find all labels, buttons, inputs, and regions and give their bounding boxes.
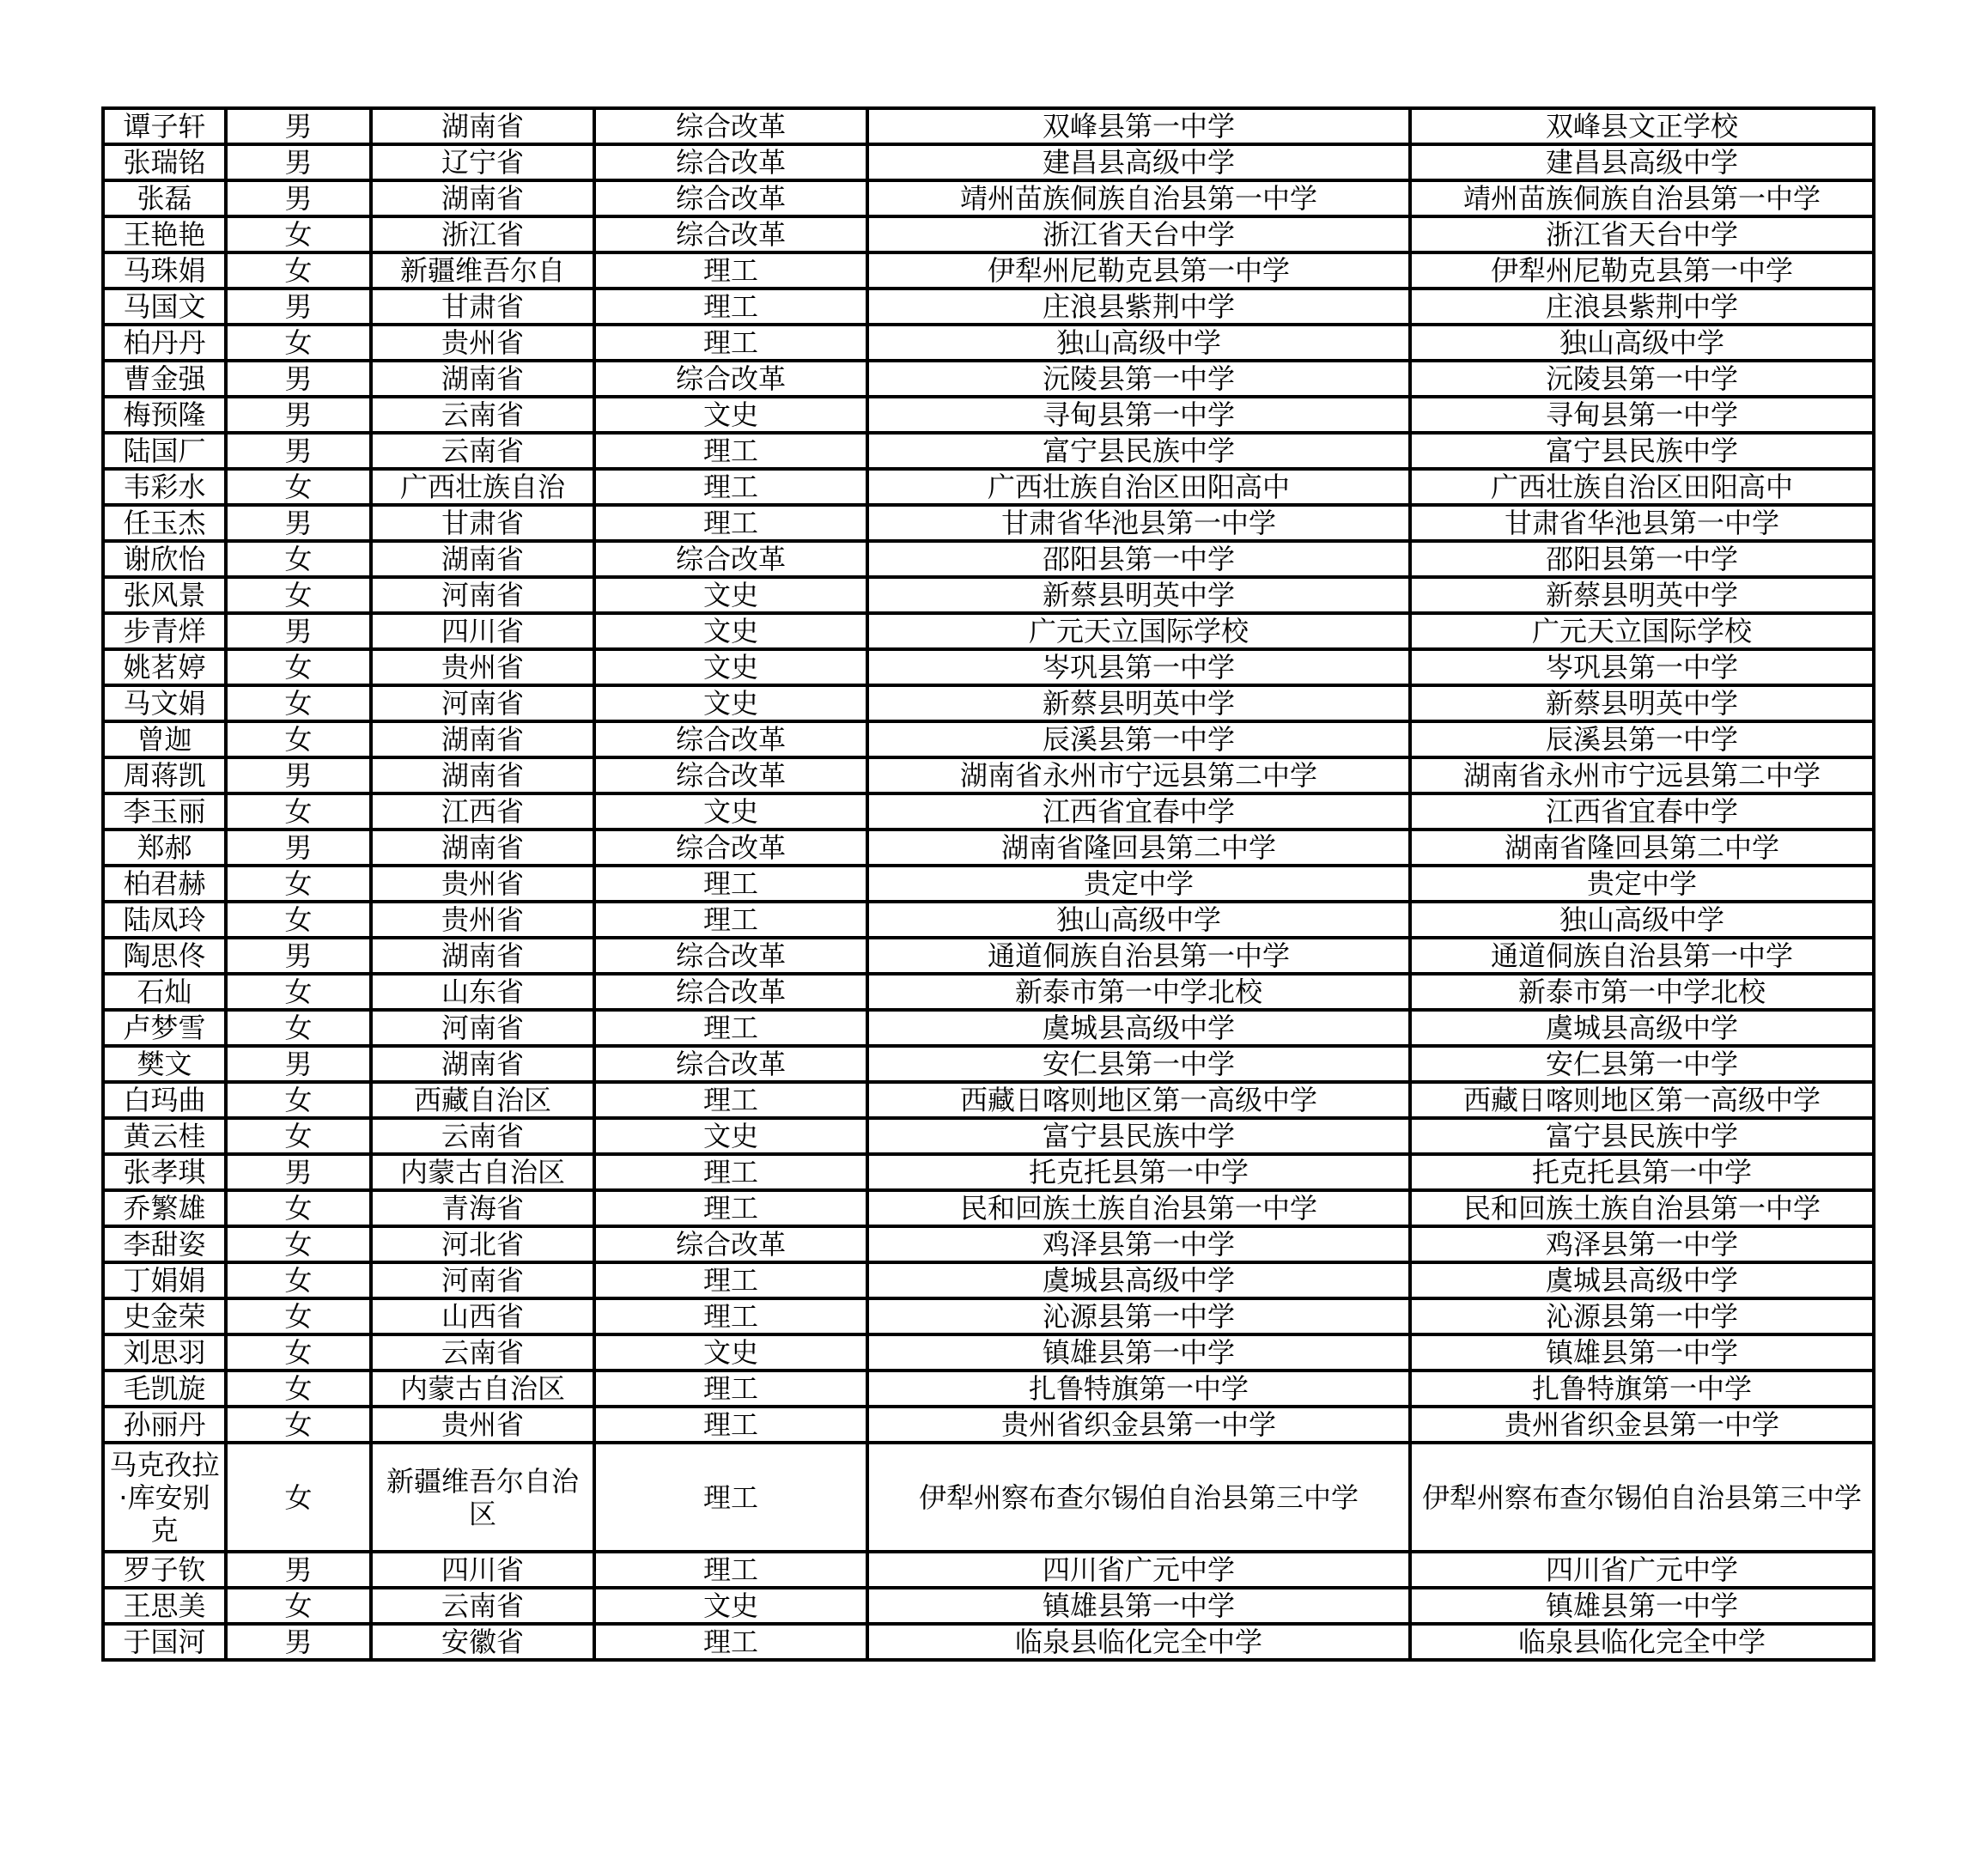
province-cell: 湖南省 <box>371 1046 594 1082</box>
school-cell: 独山高级中学 <box>867 325 1410 361</box>
category-cell: 理工 <box>594 433 867 469</box>
category-cell: 理工 <box>594 325 867 361</box>
school-cell: 托克托县第一中学 <box>867 1154 1410 1190</box>
enroll-school-cell: 双峰县文正学校 <box>1410 108 1874 144</box>
enroll-school-cell: 安仁县第一中学 <box>1410 1046 1874 1082</box>
province-cell: 湖南省 <box>371 830 594 866</box>
school-cell: 湖南省永州市宁远县第二中学 <box>867 757 1410 793</box>
name-cell: 李玉丽 <box>103 793 226 830</box>
school-cell: 虞城县高级中学 <box>867 1262 1410 1298</box>
province-cell: 四川省 <box>371 613 594 649</box>
table-row <box>103 830 1874 866</box>
gender-cell: 女 <box>226 1082 371 1118</box>
gender-cell: 女 <box>226 1407 371 1443</box>
name-cell: 王艳艳 <box>103 216 226 252</box>
school-cell: 安仁县第一中学 <box>867 1046 1410 1082</box>
school-cell: 浙江省天台中学 <box>867 216 1410 252</box>
province-cell: 湖南省 <box>371 361 594 397</box>
category-cell: 理工 <box>594 469 867 505</box>
province-cell: 湖南省 <box>371 938 594 974</box>
name-cell: 于国河 <box>103 1624 226 1660</box>
name-cell: 张风景 <box>103 577 226 613</box>
name-cell: 史金荣 <box>103 1298 226 1334</box>
table-row <box>103 325 1874 361</box>
name-cell: 丁娟娟 <box>103 1262 226 1298</box>
school-cell: 贵定中学 <box>867 866 1410 902</box>
table-row <box>103 469 1874 505</box>
school-cell: 通道侗族自治县第一中学 <box>867 938 1410 974</box>
table-row <box>103 180 1874 216</box>
school-cell: 四川省广元中学 <box>867 1552 1410 1588</box>
enroll-school-cell: 广元天立国际学校 <box>1410 613 1874 649</box>
gender-cell: 女 <box>226 252 371 289</box>
category-cell: 文史 <box>594 577 867 613</box>
province-cell: 河南省 <box>371 1010 594 1046</box>
table-row <box>103 541 1874 577</box>
table-row <box>103 361 1874 397</box>
school-cell: 寻甸县第一中学 <box>867 397 1410 433</box>
table-row <box>103 289 1874 325</box>
enroll-school-cell: 四川省广元中学 <box>1410 1552 1874 1588</box>
gender-cell: 男 <box>226 613 371 649</box>
gender-cell: 女 <box>226 649 371 685</box>
province-cell: 内蒙古自治区 <box>371 1154 594 1190</box>
province-cell: 甘肃省 <box>371 289 594 325</box>
school-cell: 民和回族土族自治县第一中学 <box>867 1190 1410 1226</box>
gender-cell: 女 <box>226 216 371 252</box>
enroll-school-cell: 湖南省永州市宁远县第二中学 <box>1410 757 1874 793</box>
gender-cell: 女 <box>226 1010 371 1046</box>
name-cell: 马国文 <box>103 289 226 325</box>
enroll-school-cell: 伊犁州察布查尔锡伯自治县第三中学 <box>1410 1443 1874 1552</box>
school-cell: 江西省宜春中学 <box>867 793 1410 830</box>
name-cell: 梅预隆 <box>103 397 226 433</box>
category-cell: 理工 <box>594 1407 867 1443</box>
category-cell: 综合改革 <box>594 830 867 866</box>
school-cell: 临泉县临化完全中学 <box>867 1624 1410 1660</box>
school-cell: 辰溪县第一中学 <box>867 721 1410 757</box>
school-cell: 新泰市第一中学北校 <box>867 974 1410 1010</box>
province-cell: 贵州省 <box>371 1407 594 1443</box>
category-cell: 综合改革 <box>594 144 867 180</box>
school-cell: 岑巩县第一中学 <box>867 649 1410 685</box>
enroll-school-cell: 虞城县高级中学 <box>1410 1010 1874 1046</box>
category-cell: 理工 <box>594 1010 867 1046</box>
name-cell: 马克孜拉·库安别克 <box>103 1443 226 1552</box>
school-cell: 鸡泽县第一中学 <box>867 1226 1410 1262</box>
province-cell: 山东省 <box>371 974 594 1010</box>
category-cell: 理工 <box>594 902 867 938</box>
province-cell: 云南省 <box>371 397 594 433</box>
name-cell: 罗子钦 <box>103 1552 226 1588</box>
category-cell: 综合改革 <box>594 974 867 1010</box>
category-cell: 文史 <box>594 1588 867 1624</box>
category-cell: 理工 <box>594 1082 867 1118</box>
category-cell: 综合改革 <box>594 108 867 144</box>
school-cell: 富宁县民族中学 <box>867 1118 1410 1154</box>
name-cell: 曹金强 <box>103 361 226 397</box>
gender-cell: 女 <box>226 541 371 577</box>
name-cell: 黄云桂 <box>103 1118 226 1154</box>
enroll-school-cell: 贵定中学 <box>1410 866 1874 902</box>
table-row <box>103 1190 1874 1226</box>
name-cell: 马文娟 <box>103 685 226 721</box>
category-cell: 理工 <box>594 1298 867 1334</box>
enroll-school-cell: 独山高级中学 <box>1410 325 1874 361</box>
table-row <box>103 1154 1874 1190</box>
province-cell: 内蒙古自治区 <box>371 1371 594 1407</box>
province-cell: 云南省 <box>371 1118 594 1154</box>
gender-cell: 女 <box>226 325 371 361</box>
school-cell: 甘肃省华池县第一中学 <box>867 505 1410 541</box>
table-row <box>103 866 1874 902</box>
province-cell: 新疆维吾尔自治区 <box>371 1443 594 1552</box>
gender-cell: 女 <box>226 721 371 757</box>
category-cell: 文史 <box>594 649 867 685</box>
province-cell: 贵州省 <box>371 902 594 938</box>
category-cell: 理工 <box>594 1371 867 1407</box>
enroll-school-cell: 富宁县民族中学 <box>1410 433 1874 469</box>
province-cell: 新疆维吾尔自 <box>371 252 594 289</box>
enroll-school-cell: 富宁县民族中学 <box>1410 1118 1874 1154</box>
name-cell: 马珠娟 <box>103 252 226 289</box>
gender-cell: 女 <box>226 577 371 613</box>
school-cell: 广元天立国际学校 <box>867 613 1410 649</box>
name-cell: 步青烊 <box>103 613 226 649</box>
category-cell: 文史 <box>594 1118 867 1154</box>
enroll-school-cell: 鸡泽县第一中学 <box>1410 1226 1874 1262</box>
enroll-school-cell: 伊犁州尼勒克县第一中学 <box>1410 252 1874 289</box>
enroll-school-cell: 独山高级中学 <box>1410 902 1874 938</box>
category-cell: 文史 <box>594 397 867 433</box>
school-cell: 虞城县高级中学 <box>867 1010 1410 1046</box>
enroll-school-cell: 广西壮族自治区田阳高中 <box>1410 469 1874 505</box>
name-cell: 石灿 <box>103 974 226 1010</box>
enroll-school-cell: 靖州苗族侗族自治县第一中学 <box>1410 180 1874 216</box>
gender-cell: 女 <box>226 1371 371 1407</box>
province-cell: 贵州省 <box>371 649 594 685</box>
category-cell: 文史 <box>594 685 867 721</box>
gender-cell: 男 <box>226 180 371 216</box>
category-cell: 理工 <box>594 505 867 541</box>
province-cell: 湖南省 <box>371 108 594 144</box>
enroll-school-cell: 邵阳县第一中学 <box>1410 541 1874 577</box>
category-cell: 综合改革 <box>594 216 867 252</box>
enroll-school-cell: 江西省宜春中学 <box>1410 793 1874 830</box>
name-cell: 樊文 <box>103 1046 226 1082</box>
school-cell: 贵州省织金县第一中学 <box>867 1407 1410 1443</box>
table-row <box>103 577 1874 613</box>
table-row <box>103 1082 1874 1118</box>
table-row <box>103 1588 1874 1624</box>
category-cell: 理工 <box>594 1443 867 1552</box>
enroll-school-cell: 新泰市第一中学北校 <box>1410 974 1874 1010</box>
name-cell: 柏君赫 <box>103 866 226 902</box>
province-cell: 辽宁省 <box>371 144 594 180</box>
province-cell: 河南省 <box>371 577 594 613</box>
table-row <box>103 1371 1874 1407</box>
school-cell: 邵阳县第一中学 <box>867 541 1410 577</box>
table-row <box>103 974 1874 1010</box>
enroll-school-cell: 辰溪县第一中学 <box>1410 721 1874 757</box>
enroll-school-cell: 扎鲁特旗第一中学 <box>1410 1371 1874 1407</box>
gender-cell: 女 <box>226 1226 371 1262</box>
name-cell: 柏丹丹 <box>103 325 226 361</box>
name-cell: 周蒋凯 <box>103 757 226 793</box>
category-cell: 理工 <box>594 252 867 289</box>
table-row <box>103 685 1874 721</box>
gender-cell: 女 <box>226 902 371 938</box>
category-cell: 文史 <box>594 1334 867 1371</box>
school-cell: 西藏日喀则地区第一高级中学 <box>867 1082 1410 1118</box>
category-cell: 理工 <box>594 1624 867 1660</box>
table-row <box>103 1118 1874 1154</box>
enroll-school-cell: 甘肃省华池县第一中学 <box>1410 505 1874 541</box>
gender-cell: 男 <box>226 1552 371 1588</box>
province-cell: 甘肃省 <box>371 505 594 541</box>
school-cell: 新蔡县明英中学 <box>867 685 1410 721</box>
gender-cell: 女 <box>226 469 371 505</box>
name-cell: 郑郝 <box>103 830 226 866</box>
province-cell: 贵州省 <box>371 325 594 361</box>
province-cell: 湖南省 <box>371 721 594 757</box>
gender-cell: 女 <box>226 1334 371 1371</box>
gender-cell: 男 <box>226 433 371 469</box>
table-row <box>103 1262 1874 1298</box>
name-cell: 张孝琪 <box>103 1154 226 1190</box>
table-row <box>103 1552 1874 1588</box>
table-row <box>103 1010 1874 1046</box>
province-cell: 广西壮族自治 <box>371 469 594 505</box>
table-row <box>103 1443 1874 1552</box>
category-cell: 文史 <box>594 793 867 830</box>
table-row <box>103 216 1874 252</box>
table-row <box>103 1046 1874 1082</box>
enroll-school-cell: 沅陵县第一中学 <box>1410 361 1874 397</box>
table-row <box>103 721 1874 757</box>
province-cell: 湖南省 <box>371 541 594 577</box>
table-row <box>103 505 1874 541</box>
category-cell: 理工 <box>594 1552 867 1588</box>
gender-cell: 女 <box>226 1190 371 1226</box>
province-cell: 青海省 <box>371 1190 594 1226</box>
student-table-body <box>103 108 1874 1660</box>
category-cell: 综合改革 <box>594 938 867 974</box>
name-cell: 孙丽丹 <box>103 1407 226 1443</box>
table-row <box>103 613 1874 649</box>
name-cell: 曾迦 <box>103 721 226 757</box>
table-row <box>103 108 1874 144</box>
name-cell: 卢梦雪 <box>103 1010 226 1046</box>
gender-cell: 男 <box>226 1624 371 1660</box>
province-cell: 云南省 <box>371 1334 594 1371</box>
name-cell: 谢欣怡 <box>103 541 226 577</box>
gender-cell: 男 <box>226 1046 371 1082</box>
name-cell: 韦彩水 <box>103 469 226 505</box>
name-cell: 张磊 <box>103 180 226 216</box>
category-cell: 理工 <box>594 1262 867 1298</box>
student-table <box>101 106 1876 1662</box>
gender-cell: 男 <box>226 505 371 541</box>
gender-cell: 男 <box>226 938 371 974</box>
school-cell: 沅陵县第一中学 <box>867 361 1410 397</box>
enroll-school-cell: 新蔡县明英中学 <box>1410 685 1874 721</box>
gender-cell: 女 <box>226 866 371 902</box>
gender-cell: 男 <box>226 397 371 433</box>
table-row <box>103 252 1874 289</box>
school-cell: 靖州苗族侗族自治县第一中学 <box>867 180 1410 216</box>
gender-cell: 男 <box>226 108 371 144</box>
enroll-school-cell: 虞城县高级中学 <box>1410 1262 1874 1298</box>
table-row <box>103 1298 1874 1334</box>
gender-cell: 女 <box>226 974 371 1010</box>
name-cell: 白玛曲 <box>103 1082 226 1118</box>
province-cell: 浙江省 <box>371 216 594 252</box>
province-cell: 西藏自治区 <box>371 1082 594 1118</box>
table-row <box>103 1334 1874 1371</box>
school-cell: 庄浪县紫荆中学 <box>867 289 1410 325</box>
enroll-school-cell: 庄浪县紫荆中学 <box>1410 289 1874 325</box>
table-row <box>103 144 1874 180</box>
school-cell: 广西壮族自治区田阳高中 <box>867 469 1410 505</box>
gender-cell: 男 <box>226 289 371 325</box>
school-cell: 伊犁州尼勒克县第一中学 <box>867 252 1410 289</box>
gender-cell: 女 <box>226 685 371 721</box>
province-cell: 云南省 <box>371 1588 594 1624</box>
province-cell: 四川省 <box>371 1552 594 1588</box>
name-cell: 张瑞铭 <box>103 144 226 180</box>
gender-cell: 女 <box>226 1588 371 1624</box>
category-cell: 文史 <box>594 613 867 649</box>
province-cell: 安徽省 <box>371 1624 594 1660</box>
category-cell: 综合改革 <box>594 757 867 793</box>
name-cell: 姚茗婷 <box>103 649 226 685</box>
gender-cell: 女 <box>226 793 371 830</box>
school-cell: 独山高级中学 <box>867 902 1410 938</box>
category-cell: 综合改革 <box>594 1226 867 1262</box>
gender-cell: 女 <box>226 1262 371 1298</box>
name-cell: 李甜姿 <box>103 1226 226 1262</box>
category-cell: 理工 <box>594 1190 867 1226</box>
gender-cell: 女 <box>226 1298 371 1334</box>
enroll-school-cell: 镇雄县第一中学 <box>1410 1588 1874 1624</box>
school-cell: 镇雄县第一中学 <box>867 1334 1410 1371</box>
name-cell: 王思美 <box>103 1588 226 1624</box>
category-cell: 综合改革 <box>594 721 867 757</box>
province-cell: 湖南省 <box>371 180 594 216</box>
school-cell: 镇雄县第一中学 <box>867 1588 1410 1624</box>
name-cell: 乔繁雄 <box>103 1190 226 1226</box>
name-cell: 陶思佟 <box>103 938 226 974</box>
category-cell: 理工 <box>594 1154 867 1190</box>
table-row <box>103 938 1874 974</box>
school-cell: 双峰县第一中学 <box>867 108 1410 144</box>
enroll-school-cell: 通道侗族自治县第一中学 <box>1410 938 1874 974</box>
category-cell: 综合改革 <box>594 1046 867 1082</box>
name-cell: 谭子轩 <box>103 108 226 144</box>
enroll-school-cell: 镇雄县第一中学 <box>1410 1334 1874 1371</box>
school-cell: 沁源县第一中学 <box>867 1298 1410 1334</box>
gender-cell: 女 <box>226 1443 371 1552</box>
school-cell: 湖南省隆回县第二中学 <box>867 830 1410 866</box>
province-cell: 湖南省 <box>371 757 594 793</box>
province-cell: 山西省 <box>371 1298 594 1334</box>
category-cell: 综合改革 <box>594 361 867 397</box>
table-row <box>103 1407 1874 1443</box>
enroll-school-cell: 贵州省织金县第一中学 <box>1410 1407 1874 1443</box>
enroll-school-cell: 岑巩县第一中学 <box>1410 649 1874 685</box>
province-cell: 河北省 <box>371 1226 594 1262</box>
enroll-school-cell: 寻甸县第一中学 <box>1410 397 1874 433</box>
table-row <box>103 1624 1874 1660</box>
table-row <box>103 397 1874 433</box>
name-cell: 陆凤玲 <box>103 902 226 938</box>
gender-cell: 男 <box>226 361 371 397</box>
gender-cell: 男 <box>226 757 371 793</box>
enroll-school-cell: 浙江省天台中学 <box>1410 216 1874 252</box>
category-cell: 综合改革 <box>594 541 867 577</box>
name-cell: 任玉杰 <box>103 505 226 541</box>
name-cell: 陆国厂 <box>103 433 226 469</box>
gender-cell: 女 <box>226 1118 371 1154</box>
school-cell: 伊犁州察布查尔锡伯自治县第三中学 <box>867 1443 1410 1552</box>
enroll-school-cell: 新蔡县明英中学 <box>1410 577 1874 613</box>
table-row <box>103 433 1874 469</box>
table-row <box>103 757 1874 793</box>
table-row <box>103 1226 1874 1262</box>
name-cell: 毛凯旋 <box>103 1371 226 1407</box>
enroll-school-cell: 民和回族土族自治县第一中学 <box>1410 1190 1874 1226</box>
school-cell: 富宁县民族中学 <box>867 433 1410 469</box>
enroll-school-cell: 临泉县临化完全中学 <box>1410 1624 1874 1660</box>
table-row <box>103 649 1874 685</box>
school-cell: 建昌县高级中学 <box>867 144 1410 180</box>
enroll-school-cell: 托克托县第一中学 <box>1410 1154 1874 1190</box>
school-cell: 新蔡县明英中学 <box>867 577 1410 613</box>
category-cell: 理工 <box>594 866 867 902</box>
gender-cell: 男 <box>226 144 371 180</box>
gender-cell: 男 <box>226 1154 371 1190</box>
province-cell: 河南省 <box>371 685 594 721</box>
enroll-school-cell: 湖南省隆回县第二中学 <box>1410 830 1874 866</box>
province-cell: 江西省 <box>371 793 594 830</box>
table-row <box>103 793 1874 830</box>
province-cell: 河南省 <box>371 1262 594 1298</box>
category-cell: 综合改革 <box>594 180 867 216</box>
province-cell: 贵州省 <box>371 866 594 902</box>
province-cell: 云南省 <box>371 433 594 469</box>
gender-cell: 男 <box>226 830 371 866</box>
table-row <box>103 902 1874 938</box>
enroll-school-cell: 建昌县高级中学 <box>1410 144 1874 180</box>
enroll-school-cell: 西藏日喀则地区第一高级中学 <box>1410 1082 1874 1118</box>
name-cell: 刘思羽 <box>103 1334 226 1371</box>
category-cell: 理工 <box>594 289 867 325</box>
school-cell: 扎鲁特旗第一中学 <box>867 1371 1410 1407</box>
enroll-school-cell: 沁源县第一中学 <box>1410 1298 1874 1334</box>
